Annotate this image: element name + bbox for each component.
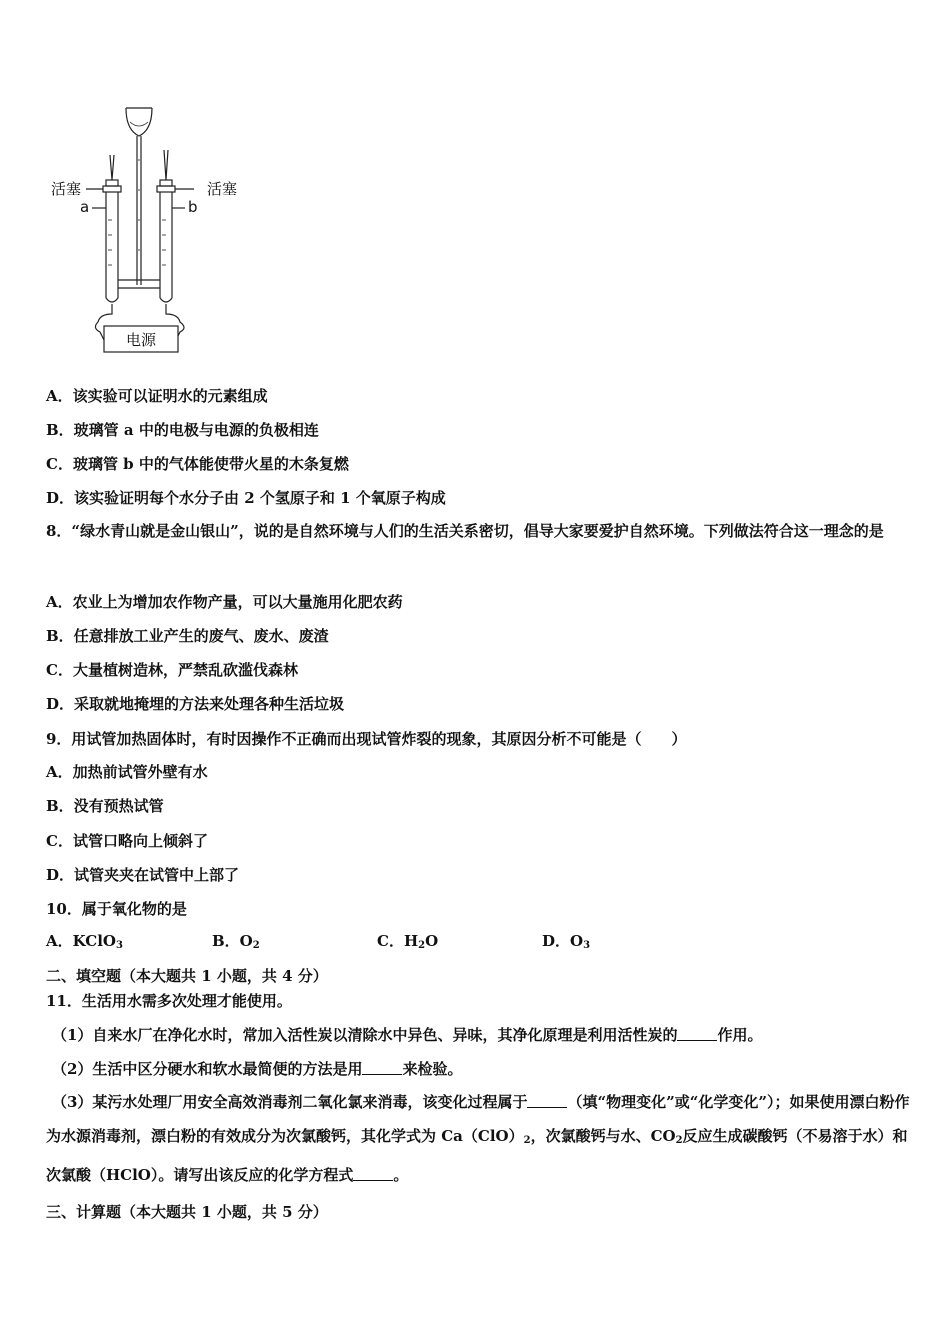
q10-options	[46, 930, 906, 952]
reservoir-funnel	[126, 108, 152, 136]
q10-stem: 10．属于氧化物的是	[46, 900, 187, 918]
q7-option-b: B．玻璃管 a 中的电极与电源的负极相连	[46, 421, 319, 439]
answer-blank[interactable]	[677, 1026, 717, 1041]
power-supply-label: 电源	[126, 331, 157, 349]
q9-option-a: A．加热前试管外壁有水	[46, 763, 208, 781]
q8-option-d: D．采取就地掩埋的方法来处理各种生活垃圾	[46, 695, 345, 713]
left-tube-tip	[110, 155, 114, 180]
tube-a-label: a	[80, 198, 90, 216]
q11-part1: （1）自来水厂在净化水时，常加入活性炭以清除水中异色、异味，其净化原理是利用活性炭的 作用。	[52, 1026, 763, 1044]
q10-option-a: A．KClO$_3$	[46, 932, 123, 951]
q7-option-a: A．该实验可以证明水的元素组成	[46, 387, 268, 405]
q10-option-c: C．$H_2O$	[377, 932, 439, 951]
q7-option-c: C．玻璃管 b 中的气体能使带火星的木条复燃	[46, 455, 349, 473]
section-2-title: 二、填空题（本大题共 1 小题，共 4 分）	[46, 967, 328, 985]
right-valve	[157, 186, 175, 192]
q11-part2: （2）生活中区分硬水和软水最简便的方法是用 来检验。	[52, 1060, 463, 1078]
electrolysis-diagram	[40, 100, 260, 362]
q9-option-b: B．没有预热试管	[46, 797, 164, 815]
answer-blank[interactable]	[362, 1060, 402, 1075]
left-valve-label: 活塞	[51, 180, 82, 198]
right-valve-label: 活塞	[207, 180, 238, 198]
left-valve	[103, 186, 121, 192]
q8-stem: 8．“绿水青山就是金山银山”，说的是自然环境与人们的生活关系密切，倡导大家要爱护自然环境。下列做法符合这一理念的是	[46, 522, 884, 540]
q9-stem: 9．用试管加热固体时，有时因操作不正确而出现试管炸裂的现象，其原因分析不可能是（ ）	[46, 730, 687, 748]
q10-option-d: D．$O_3$	[542, 932, 591, 951]
electrolysis-apparatus-figure	[40, 100, 260, 362]
q8-option-a: A．农业上为增加农作物产量，可以大量施用化肥农药	[46, 593, 403, 611]
section-3-title: 三、计算题（本大题共 1 小题，共 5 分）	[46, 1203, 328, 1221]
q9-option-c: C．试管口略向上倾斜了	[46, 832, 208, 850]
q9-option-d: D．试管夹夹在试管中上部了	[46, 866, 240, 884]
q11-stem: 11．生活用水需多次处理才能使用。	[46, 992, 292, 1010]
q7-option-d: D．该实验证明每个水分子由 2 个氢原子和 1 个氧原子构成	[46, 489, 446, 507]
answer-blank[interactable]	[353, 1166, 393, 1181]
q8-option-b: B．任意排放工业产生的废气、废水、废渣	[46, 627, 329, 645]
q8-option-c: C．大量植树造林，严禁乱砍滥伐森林	[46, 661, 298, 679]
tube-b-label: b	[188, 198, 198, 216]
right-tube-tip	[164, 150, 168, 180]
answer-blank[interactable]	[527, 1093, 567, 1108]
q11-part3: （3）某污水处理厂用安全高效消毒剂二氧化氯来消毒，该变化过程属于 （填“物理变化”或“化学变化”）；如果使用漂白粉作为水源消毒剂，漂白粉的有效成分为次氯酸钙，其化学式为 $Ca(ClO)_2$，次氯酸钙与水、$CO_2$反应生成碳酸钙（不易溶于水）和次氯酸（HClO）。请写出该反应的化学方程式 。	[46, 1093, 910, 1184]
q10-option-b: B．$O_2$	[212, 932, 260, 951]
